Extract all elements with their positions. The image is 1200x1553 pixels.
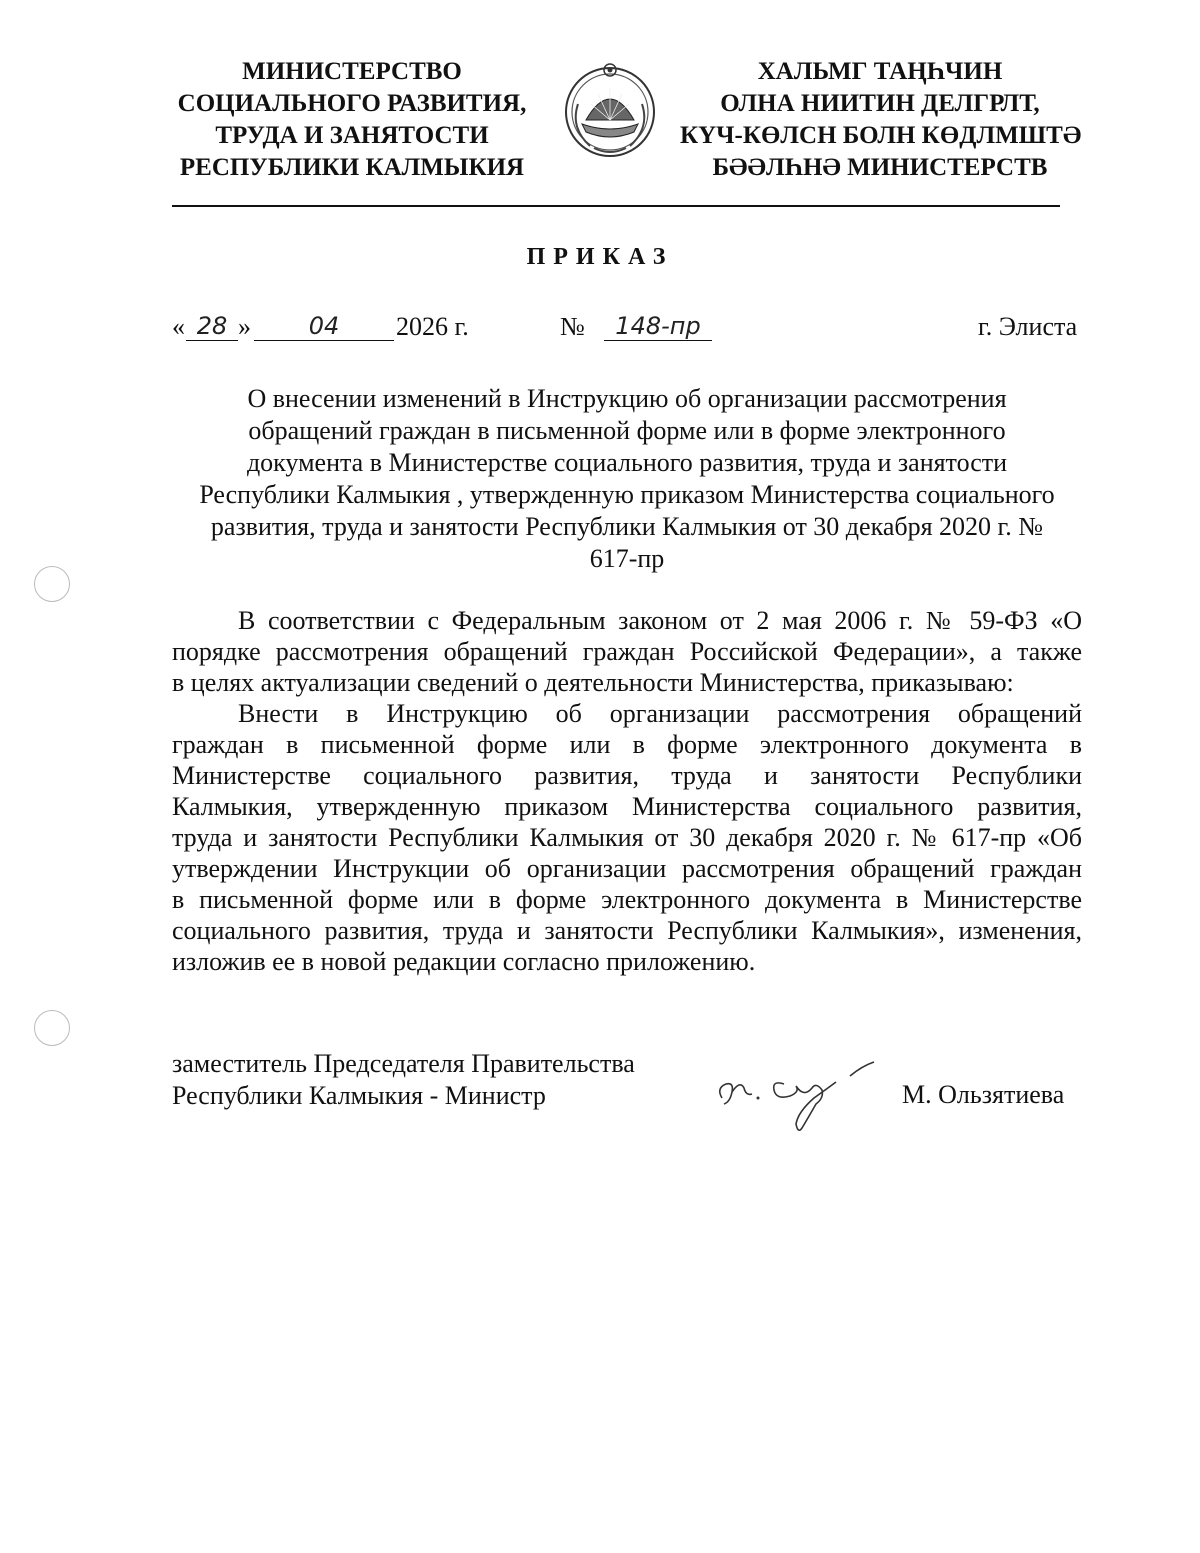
header-right-line: ХАЛЬМГ ТАҢҺЧИН bbox=[757, 58, 1003, 85]
punch-hole bbox=[34, 566, 70, 602]
order-day: 28 bbox=[186, 312, 238, 341]
header-left-line: ТРУДА И ЗАНЯТОСТИ bbox=[215, 122, 489, 149]
position-line: Республики Калмыкия - Министр bbox=[172, 1081, 546, 1110]
body-line: граждан в письменной форме или в форме электронного документа в bbox=[172, 730, 1082, 759]
body-line: в письменной форме или в форме электронного документа в Министерстве bbox=[172, 885, 1082, 914]
body-line: Калмыкия, утвержденную приказом Министерства социального развития, bbox=[172, 792, 1082, 821]
subject-line: 617-пр bbox=[589, 544, 665, 573]
handwritten-signature bbox=[712, 1058, 902, 1138]
signatory-name: М. Ользятиева bbox=[902, 1080, 1065, 1109]
quote-close: » bbox=[238, 312, 251, 341]
subject-line: документа в Министерстве социального развития, труда и занятости bbox=[246, 448, 1008, 477]
order-subject bbox=[172, 383, 1082, 575]
position-line: заместитель Председателя Правительства bbox=[172, 1049, 635, 1078]
header-ministry-kalmyk bbox=[680, 56, 1080, 184]
body-line: утверждении Инструкции об организации рассмотрения обращений граждан bbox=[172, 854, 1082, 883]
subject-line: О внесении изменений в Инструкцию об организации рассмотрения bbox=[247, 384, 1007, 413]
order-number: 148-пр bbox=[604, 312, 712, 341]
body-line: в целях актуализации сведений о деятельности Министерства, приказываю: bbox=[172, 668, 1014, 697]
number-sign: № bbox=[560, 312, 585, 341]
body-line: Внести в Инструкцию об организации рассмотрения обращений bbox=[238, 699, 1082, 728]
document-title: ПРИКАЗ bbox=[526, 244, 674, 270]
kalmykia-coat-of-arms-icon bbox=[560, 58, 660, 162]
body-line: социального развития, труда и занятости Республики Калмыкия», изменения, bbox=[172, 916, 1082, 945]
body-line: В соответствии с Федеральным законом от 2 мая 2006 г. № 59-ФЗ «О bbox=[238, 606, 1082, 635]
header-right-line: КҮЧ-КӨЛСН БОЛН КӨДЛМШТӘ bbox=[680, 122, 1082, 149]
order-city: г. Элиста bbox=[978, 312, 1078, 341]
body-line: порядке рассмотрения обращений граждан Российской Федерации», а также bbox=[172, 637, 1082, 666]
header-right-line: БӘӘЛҺНӘ МИНИСТЕРСТВ bbox=[712, 154, 1048, 181]
subject-line: развития, труда и занятости Республики Калмыкия от 30 декабря 2020 г. № bbox=[210, 512, 1044, 541]
order-body bbox=[172, 605, 1082, 977]
body-line: изложив ее в новой редакции согласно приложению. bbox=[172, 947, 756, 976]
subject-line: обращений граждан в письменной форме или в форме электронного bbox=[248, 416, 1006, 445]
subject-line: Республики Калмыкия , утвержденную приказом Министерства социального bbox=[199, 480, 1055, 509]
order-month: 04 bbox=[254, 312, 394, 341]
order-meta-row bbox=[172, 312, 1082, 352]
header-divider bbox=[172, 205, 1060, 207]
header-left-line: РЕСПУБЛИКИ КАЛМЫКИЯ bbox=[179, 154, 525, 181]
quote-open: « bbox=[172, 312, 185, 341]
punch-hole bbox=[34, 1010, 70, 1046]
body-line: Министерстве социального развития, труда и занятости Республики bbox=[172, 761, 1082, 790]
body-line: труда и занятости Республики Калмыкия от 30 декабря 2020 г. № 617-пр «Об bbox=[172, 823, 1082, 852]
header-right-line: ОЛНА НИИТИН ДЕЛГРЛТ, bbox=[720, 90, 1040, 117]
order-year: 2026 г. bbox=[396, 312, 469, 341]
header-left-line: МИНИСТЕРСТВО bbox=[242, 58, 462, 85]
header-ministry-russian bbox=[172, 56, 532, 184]
header-left-line: СОЦИАЛЬНОГО РАЗВИТИЯ, bbox=[177, 90, 527, 117]
signatory-position bbox=[172, 1048, 635, 1112]
